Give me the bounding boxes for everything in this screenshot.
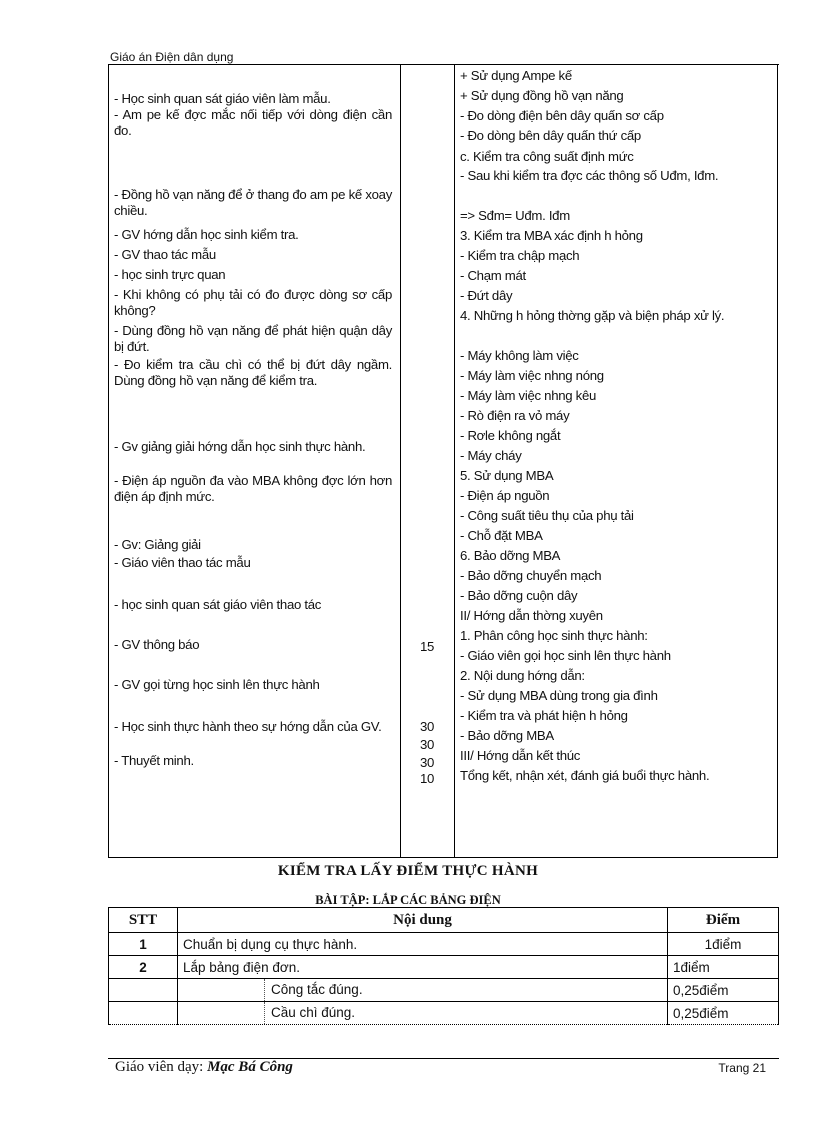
row-content: Cầu chì đúng. [264, 1002, 355, 1024]
left-text-5: - GV thao tác mẫu [114, 247, 216, 262]
left-text-18: - Thuyết minh. [114, 753, 194, 768]
right-text-12: 4. Những h hỏng thờng gặp và biện pháp xử lý. [460, 308, 725, 323]
row-content: Công tắc đúng. [264, 979, 363, 1001]
right-text-19: 5. Sử dụng MBA [460, 468, 554, 483]
row-content: Lắp bảng điện đơn. [178, 956, 668, 979]
header-score: Điểm [668, 908, 779, 933]
left-text-15: - GV thông báo [114, 637, 200, 652]
row-stt: 1 [109, 933, 178, 956]
row-content-cell [178, 1002, 668, 1025]
time-value-4: 30 [419, 755, 435, 770]
left-text-3: - Đồng hồ vạn năng để ở thang đo am pe kế xoay chiều. [114, 187, 392, 218]
left-text-6: - học sinh trực quan [114, 267, 226, 282]
right-text-11: - Đứt dây [460, 288, 513, 303]
table-header-row [109, 908, 779, 933]
right-text-30: - Sử dụng MBA dùng trong gia đình [460, 688, 658, 703]
time-column [400, 65, 455, 857]
lesson-table [108, 65, 778, 858]
right-text-28: - Giáo viên gọi học sinh lên thực hành [460, 648, 671, 663]
row-stt: 2 [109, 956, 178, 979]
row-content-cell [178, 979, 668, 1002]
exercise-title: BÀI TẬP: LẮP CÁC BẢNG ĐIỆN [315, 893, 501, 907]
right-text-27: 1. Phân công học sinh thực hành: [460, 628, 648, 643]
left-text-8: - Dùng đồng hồ vạn năng để phát hiện quận dây bị đứt. [114, 323, 392, 354]
content-column [455, 65, 777, 857]
right-text-5: c. Kiểm tra công suất định mức [460, 149, 634, 164]
left-text-4: - GV hớng dẫn học sinh kiểm tra. [114, 227, 299, 242]
right-text-31: - Kiểm tra và phát hiện h hỏng [460, 708, 628, 723]
left-text-12: - Gv: Giảng giải [114, 537, 201, 552]
right-text-21: - Công suất tiêu thụ của phụ tải [460, 508, 634, 523]
teacher-name: Mạc Bá Công [207, 1059, 293, 1075]
time-value-2: 30 [419, 719, 435, 734]
table-row [109, 933, 779, 956]
right-text-8: 3. Kiểm tra MBA xác định h hỏng [460, 228, 643, 243]
right-text-10: - Chạm mát [460, 268, 526, 283]
score-table [108, 907, 779, 1025]
left-text-11: - Điện áp nguồn đa vào MBA không đợc lớn hơn điện áp định mức. [114, 473, 392, 504]
row-score: 1điểm [668, 933, 779, 956]
row-stt [109, 979, 178, 1002]
document-header-title: Giáo án Điện dân dụng [110, 50, 234, 64]
row-score: 0,25điểm [668, 1002, 779, 1025]
right-text-7: => Sđm= Uđm. Iđm [460, 208, 570, 223]
right-text-29: 2. Nội dung hớng dẫn: [460, 668, 585, 683]
left-text-9: - Đo kiểm tra cầu chì có thể bị đứt dây ngầm. Dùng đồng hồ vạn năng để kiểm tra. [114, 357, 392, 388]
left-text-17: - Học sinh thực hành theo sự hớng dẫn của GV. [114, 719, 382, 734]
right-text-1: + Sử dụng Ampe kế [460, 68, 572, 83]
right-text-9: - Kiểm tra chập mạch [460, 248, 580, 263]
right-text-15: - Máy làm việc nhng kêu [460, 388, 597, 403]
right-text-25: - Bảo dỡng cuộn dây [460, 588, 578, 603]
left-text-10: - Gv giảng giải hớng dẫn học sinh thực hành. [114, 439, 366, 454]
row-score: 0,25điểm [668, 979, 779, 1002]
page-number: Trang 21 [718, 1061, 766, 1075]
right-text-22: - Chỗ đặt MBA [460, 528, 543, 543]
header-content: Nội dung [178, 908, 668, 933]
left-text-7: - Khi không có phụ tải có đo được dòng sơ cấp không? [114, 287, 392, 318]
table-row [109, 979, 779, 1002]
left-text-1: - Học sinh quan sát giáo viên làm mẫu. [114, 91, 331, 106]
left-text-2: - Am pe kế đợc mắc nối tiếp với dòng điện cần đo. [114, 107, 392, 138]
activity-column [109, 65, 401, 857]
right-text-16: - Rò điện ra vỏ máy [460, 408, 570, 423]
table-row [109, 956, 779, 979]
right-text-17: - Rơle không ngắt [460, 428, 561, 443]
right-text-23: 6. Bảo dỡng MBA [460, 548, 561, 563]
time-value-1: 15 [419, 639, 435, 654]
time-value-3: 30 [419, 737, 435, 752]
row-content: Chuẩn bị dụng cụ thực hành. [178, 933, 668, 956]
left-text-14: - học sinh quan sát giáo viên thao tác [114, 597, 322, 612]
right-text-13: - Máy không làm việc [460, 348, 579, 363]
header-stt: STT [109, 908, 178, 933]
left-text-13: - Giáo viên thao tác mẫu [114, 555, 251, 570]
right-text-2: + Sử dụng đồng hồ vạn năng [460, 88, 624, 103]
right-text-18: - Máy cháy [460, 448, 522, 463]
right-text-6: - Sau khi kiểm tra đợc các thông số Uđm, Iđm. [460, 168, 719, 183]
section-title: KIỂM TRA LẤY ĐIỂM THỰC HÀNH [277, 863, 539, 879]
right-text-32: - Bảo dỡng MBA [460, 728, 554, 743]
right-text-20: - Điện áp nguồn [460, 488, 550, 503]
teacher-footer [115, 1059, 293, 1076]
right-text-24: - Bảo dỡng chuyển mạch [460, 568, 602, 583]
teacher-label: Giáo viên dạy: [115, 1059, 208, 1075]
right-text-33: III/ Hớng dẫn kết thúc [460, 748, 581, 763]
left-text-16: - GV gọi từng học sinh lên thực hành [114, 677, 320, 692]
right-text-3: - Đo dòng điện bên dây quấn sơ cấp [460, 108, 664, 123]
row-score: 1điểm [668, 956, 779, 979]
right-text-34: Tổng kết, nhận xét, đánh giá buổi thực hành. [460, 768, 710, 783]
right-text-26: II/ Hớng dẫn thờng xuyên [460, 608, 603, 623]
row-stt [109, 1002, 178, 1025]
right-text-4: - Đo dòng bên dây quấn thứ cấp [460, 128, 641, 143]
time-value-5: 10 [419, 771, 435, 786]
table-row [109, 1002, 779, 1025]
right-text-14: - Máy làm việc nhng nóng [460, 368, 604, 383]
